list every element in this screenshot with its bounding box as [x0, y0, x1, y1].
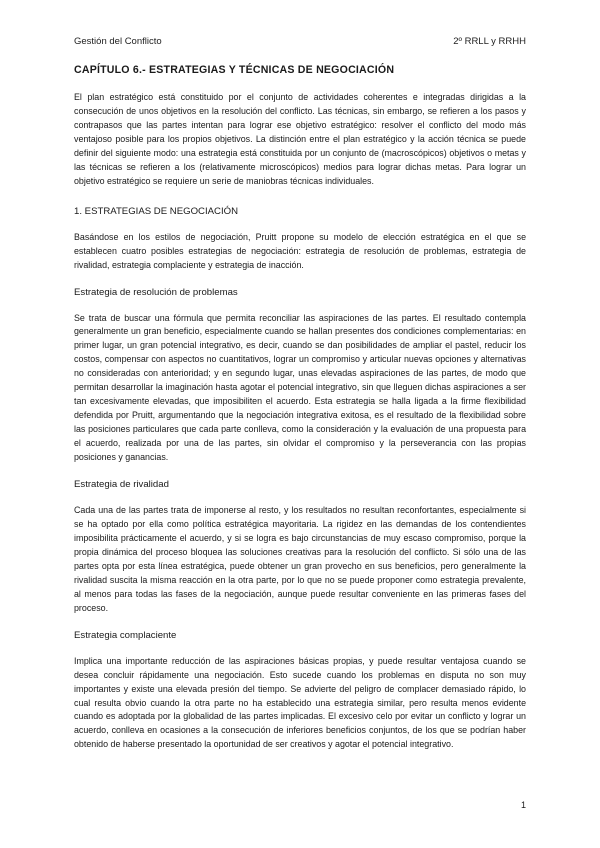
paragraph-rivalry: Cada una de las partes trata de imponerse al resto, y los resultados no resultan reconfortantes, especialmente si se ha optado por ella como política estratégica mayoritaria. La rigidez en las demandas de los contendientes imposibilita prácticamente el acuerdo, y si se logra es bajo circunstancias de muy escaso compromiso, porque la propia dinámica del proceso bloquea las soluciones creativas para la resolución del conflicto. Si sólo una de las partes opta por esta línea estratégica, puede obtener un gran provecho en sus beneficios, pero generalmente la rivalidad suscita la misma reacción en la otra parte, por lo que no se puede proponer como estrategia prevalente, al menos para todas las fases de la negociación, aunque puede resultar conveniente en las primeras fases del proceso. — [74, 505, 526, 613]
subheading-problem-solving: Estrategia de resolución de problemas — [74, 286, 238, 298]
header-course-title: Gestión del Conflicto — [74, 36, 162, 47]
chapter-title: CAPÍTULO 6.- ESTRATEGIAS Y TÉCNICAS DE NEGOCIACIÓN — [74, 64, 395, 76]
section-paragraph-strategies: Basándose en los estilos de negociación, Pruitt propone su modelo de elección estratégica en el que se establecen cuatro posibles estrategias de negociación: estrategia de resolución de problemas, estrategia de rivalidad, estrategia complaciente y estrategia de inacción. — [74, 231, 526, 270]
intro-paragraph: El plan estratégico está constituido por el conjunto de actividades coherentes e integradas dirigidas a la consecución de unos objetivos en la resolución del conflicto. Las técnicas, sin embargo, se refieren a los pasos y contrapasos que las partes intentan para lograr ese objetivo estratégico: resolver el conflicto del modo más ventajoso posible para los propios objetivos. La distinción entre el plan estratégico y la acción técnica se puede definir del siguiente modo: una estrategia está constituida por un conjunto de (macroscópicos) objetivos o metas y las técnicas se refieren a los (relativamente microscópicos) medios para lograr dichas metas. Para lograr un objetivo estratégico se requiere un serie de maniobras técnicas individuales. — [74, 92, 526, 186]
document-body — [74, 64, 526, 752]
paragraph-complaisant: Implica una importante reducción de las aspiraciones básicas propias, y puede resultar ventajosa cuando se desea concluir rápidamente una negociación. Esto sucede cuando los problemas en disputa no son muy importantes y existe una elevada presión del tiempo. Se advierte del peligro de complacer demasiado rápido, lo cual resulta obvio cuando la otra parte no ha establecido una estrategia similar, pero resulta menos evidente cuando es adoptada por la globalidad de las partes implicadas. El excesivo celo por evitar un conflicto y lograr un acuerdo, conlleva en ocasiones a la consecución de inferiores beneficios conjuntos, de los que se podrían haber obtenido de haberse presentado la oportunidad de ser creativos y agotar el potencial integrativo. — [74, 655, 526, 750]
page-header — [74, 36, 526, 47]
section-heading-strategies: 1. ESTRATEGIAS DE NEGOCIACIÓN — [74, 205, 239, 217]
header-degree: 2º RRLL y RRHH — [453, 36, 526, 47]
paragraph-problem-solving: Se trata de buscar una fórmula que permita reconciliar las aspiraciones de las partes. El resultado contempla generalmente un gran beneficio, especialmente cuando se hallan presentes dos condiciones complementarias: en primer lugar, un gran potencial integrativo, es decir, cuando se dan posibilidades de ampliar el pastel, reducir los costos, compensar con aspectos no cuantitativos, lograr un compromiso y articular nuevas opciones y alternativas no consideradas con anterioridad; y en segundo lugar, unas elevadas aspiraciones de las partes, de modo que permitan desarrollar la imaginación hasta agotar el potencial integrativo, sin que lleguen dichas aspiraciones a ser tan excesivamente elevadas, que imposibiliten el acuerdo. Esta estrategia se halla ligada a la firme flexibilidad defendida por Pruitt, argumentando que la negociación integrativa exitosa, es el resultado de la flexibilidad sobre las posiciones particulares que cada parte conlleva, como la consideración y la evaluación de una propuesta para el acuerdo, realizada por una de las partes, sin olvidar el compromiso y la perseverancia con las propias posiciones y ganancias. — [74, 312, 526, 463]
page-number: 1 — [520, 800, 526, 810]
subheading-rivalry: Estrategia de rivalidad — [74, 479, 169, 491]
subheading-complaisant: Estrategia complaciente — [74, 629, 177, 641]
